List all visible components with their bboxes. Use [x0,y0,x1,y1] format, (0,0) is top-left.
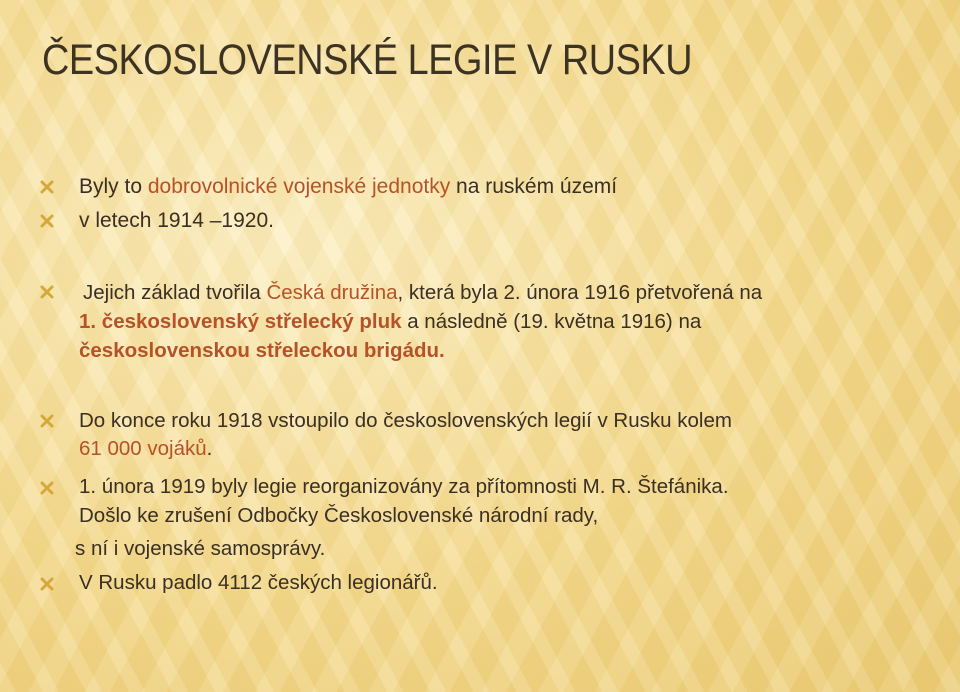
bullet-reorganization-line3: s ní i vojenské samosprávy. [75,537,326,560]
bullet-reorganization: 1. února 1919 byly legie reorganizovány za přítomnosti M. R. Štefánika. [79,475,729,498]
bullet-reorganization-line2: Došlo ke zrušení Odbočky Československé národní rady, [79,504,599,527]
bullet-soldiers-count-line2: 61 000 vojáků. [79,437,213,460]
bullet-czech-company: Jejich základ tvořila Česká družina, která byla 2. února 1916 přetvořená na [83,281,763,304]
slide-title: ČESKOSLOVENSKÉ LEGIE V RUSKU [42,36,693,84]
highlight-rifle-brigade: československou střeleckou brigádu. [79,339,445,362]
x-mark-icon [40,577,54,591]
bullet-czech-company-line2: 1. československý střelecký pluk a následně (19. května 1916) na [79,310,702,333]
x-mark-icon [40,180,54,194]
x-mark-icon [40,481,54,495]
bullet-volunteer-units: Byly to dobrovolnické vojenské jednotky na ruském území [79,175,618,198]
bullet-czech-company-line3 [79,338,445,364]
x-mark-icon [40,214,54,228]
highlight-volunteer-units: dobrovolnické vojenské jednotky [147,175,451,198]
bullet-years: v letech 1914 –1920. [79,209,274,232]
highlight-soldiers-count: 61 000 vojáků [79,437,207,460]
x-mark-icon [40,414,54,428]
bullet-fallen-legionaries: V Rusku padlo 4112 českých legionářů. [79,571,438,594]
highlight-rifle-regiment: 1. československý střelecký pluk [79,310,402,333]
bullet-soldiers-count: Do konce roku 1918 vstoupilo do československých legií v Rusku kolem [79,409,732,432]
x-mark-icon [40,285,54,299]
highlight-czech-company: Česká družina [266,281,398,304]
